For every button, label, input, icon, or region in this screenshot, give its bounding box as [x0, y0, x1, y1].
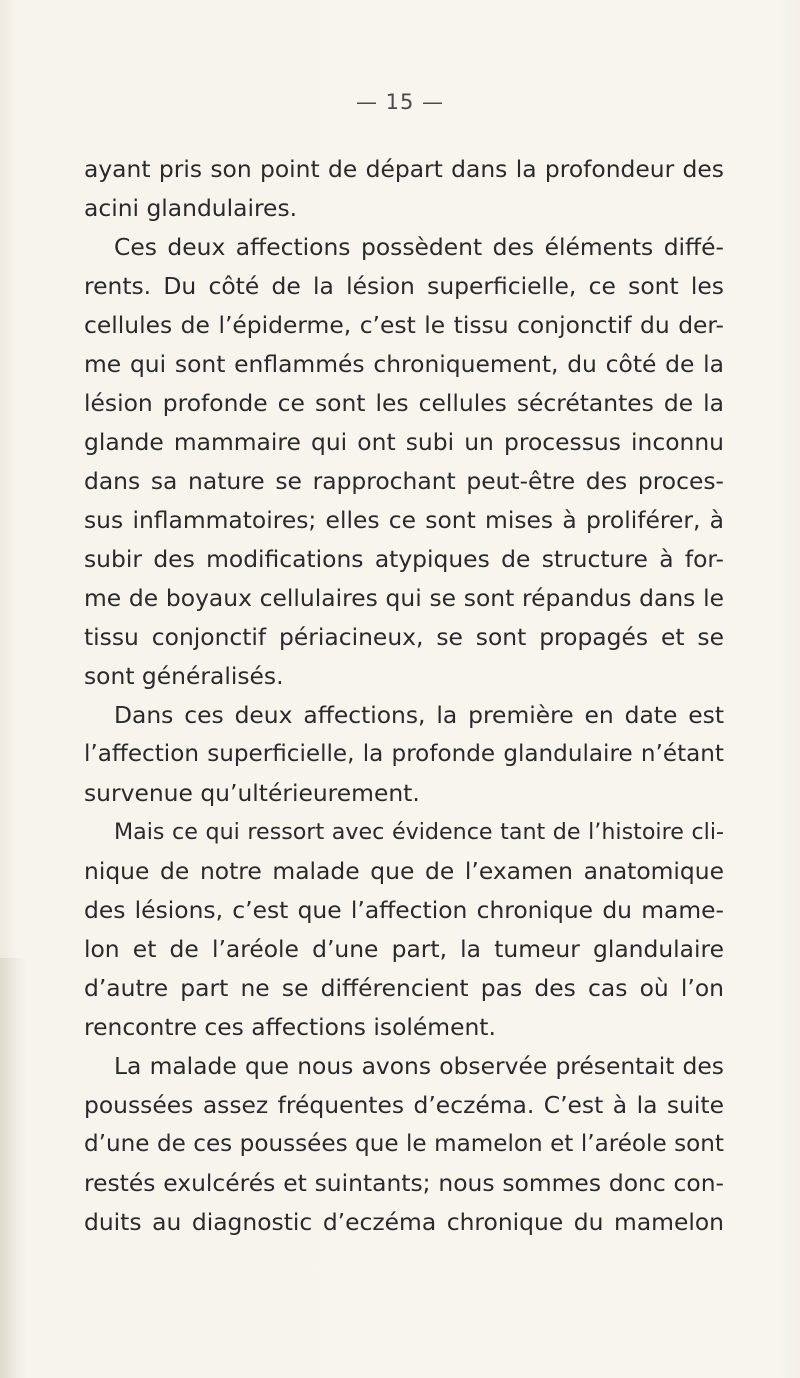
text-line: d’autre part ne se différencient pas des cas où l’on — [84, 974, 724, 1002]
text-line: sus inflammatoires; elles ce sont mises à proliférer, à — [84, 506, 724, 534]
text-line: nique de notre malade que de l’examen anatomique — [84, 857, 724, 885]
text-line: ayant pris son point de départ dans la profondeur des — [84, 155, 724, 183]
text-line: d’une de ces poussées que le mamelon et l’aréole sont — [84, 1131, 724, 1157]
text-line: Ces deux affections possèdent des éléments diffé- — [114, 233, 724, 261]
text-line: rencontre ces affections isolément. — [84, 1013, 496, 1041]
text-line: l’affection superficielle, la profonde glandulaire n’étant — [84, 741, 724, 767]
page-number: — 15 — — [355, 90, 445, 114]
text-line: La malade que nous avons observée présentait des — [114, 1052, 724, 1080]
text-line: tissu conjonctif périacineux, se sont propagés et se — [84, 623, 724, 651]
text-line: poussées assez fréquentes d’eczéma. C’est à la suite — [84, 1091, 724, 1119]
text-line: des lésions, c’est que l’affection chronique du mame- — [84, 896, 724, 924]
text-line: lon et de l’aréole d’une part, la tumeur glandulaire — [84, 935, 724, 963]
text-line: lésion profonde ce sont les cellules sécrétantes de la — [84, 389, 724, 417]
text-line: survenue qu’ultérieurement. — [84, 779, 420, 807]
text-line: subir des modifications atypiques de structure à for- — [84, 545, 724, 573]
text-line: cellules de l’épiderme, c’est le tissu conjonctif du der- — [84, 311, 724, 339]
text-line: glande mammaire qui ont subi un processus inconnu — [84, 428, 724, 456]
text-line: restés exulcérés et suintants; nous sommes donc con- — [84, 1169, 724, 1197]
text-line: dans sa nature se rapprochant peut-être des proces- — [84, 467, 724, 495]
text-line: Dans ces deux affections, la première en date est — [114, 701, 724, 729]
text-line: rents. Du côté de la lésion superficielle, ce sont les — [84, 272, 724, 300]
text-line: Mais ce qui ressort avec évidence tant de l’histoire cli- — [114, 819, 724, 845]
text-line: duits au diagnostic d’eczéma chronique du mamelon — [84, 1208, 724, 1236]
body-text — [84, 150, 724, 1242]
text-line: acini glandulaires. — [84, 194, 298, 222]
text-line: me de boyaux cellulaires qui se sont répandus dans le — [84, 584, 724, 612]
text-line: me qui sont enflammés chroniquement, du côté de la — [84, 350, 724, 378]
text-line: sont généralisés. — [84, 662, 284, 690]
page-edge-shadow — [0, 958, 28, 1378]
